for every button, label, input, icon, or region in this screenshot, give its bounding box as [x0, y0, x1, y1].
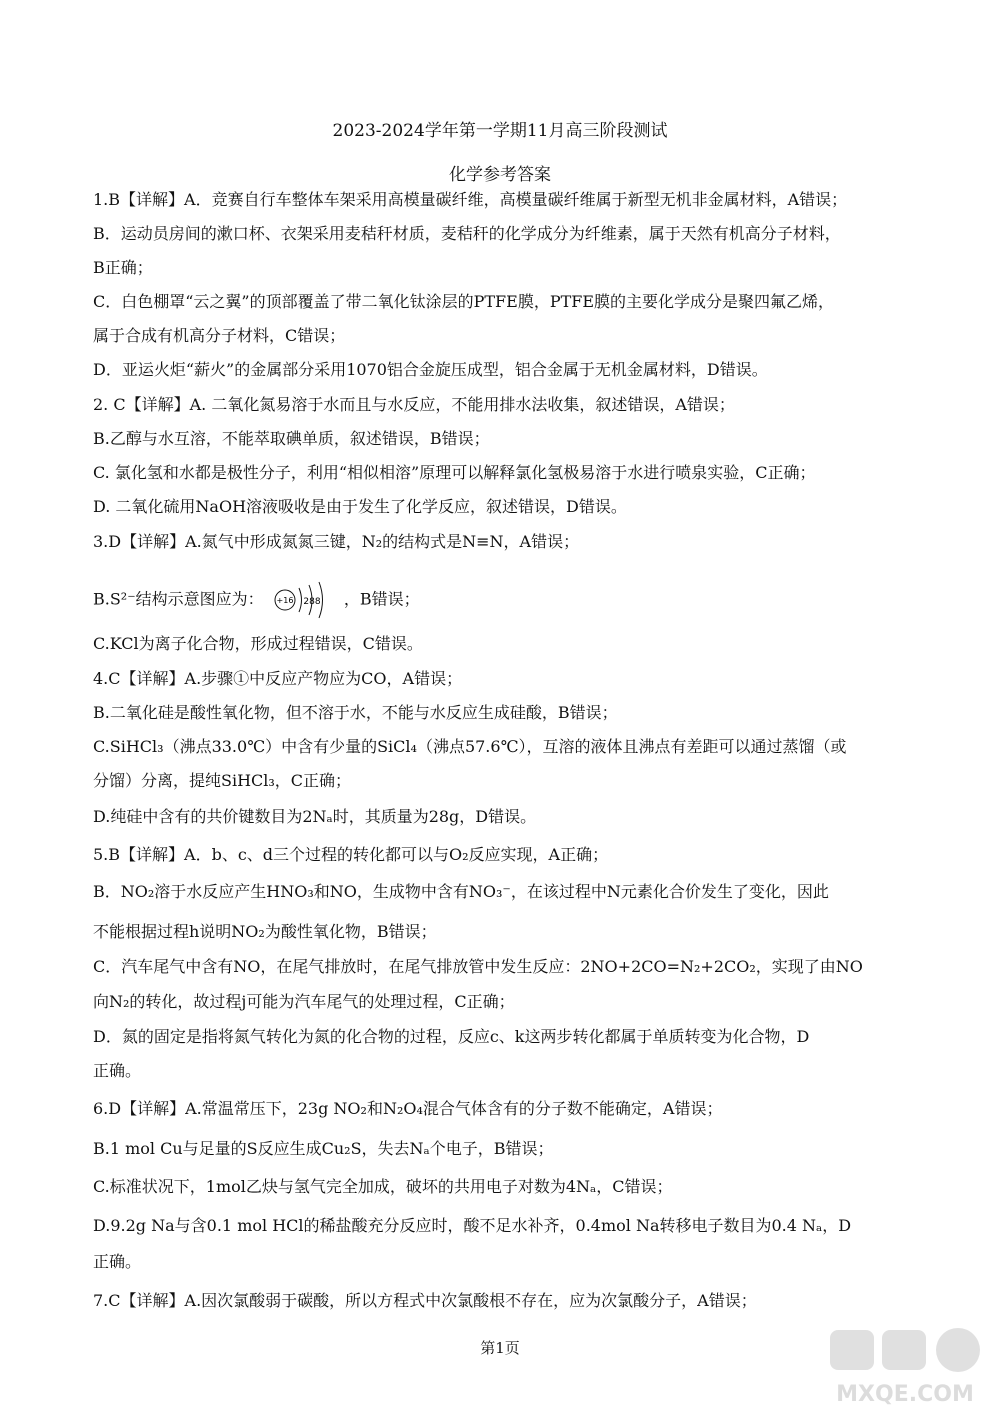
document-title: 2023-2024学年第一学期11月高三阶段测试: [332, 121, 668, 141]
answer-line: 2. C【详解】A. 二氧化氮易溶于水而且与水反应，不能用排水法收集，叙述错误，A错误；: [93, 395, 735, 414]
answer-line: 3.D【详解】A.氮气中形成氮氮三键，N₂的结构式是N≡N，A错误；: [93, 532, 580, 551]
answer-line: C.SiHCl₃（沸点33.0℃）中含有少量的SiCl₄（沸点57.6℃），互溶的液体且沸点有差距可以通过蒸馏（或: [93, 737, 847, 756]
answer-line: 分馏）分离，提纯SiHCl₃，C正确；: [93, 771, 352, 790]
answer-line: D．氮的固定是指将氮气转化为氮的化合物的过程，反应c、k这两步转化都属于单质转变为化合物，D: [93, 1027, 810, 1046]
nucleus-charge: +16: [276, 596, 294, 605]
answer-line: D. 二氧化硫用NaOH溶液吸收是由于发生了化学反应，叙述错误，D错误。: [93, 497, 627, 516]
answer-line: B．NO₂溶于水反应产生HNO₃和NO，生成物中含有NO₃⁻，在该过程中N元素化合价发生了变化，因此: [93, 882, 829, 901]
answer-line: 正确。: [93, 1061, 142, 1080]
watermark: [820, 1322, 990, 1407]
answer-line: 向N₂的转化，故过程j可能为汽车尾气的处理过程，C正确；: [93, 992, 515, 1011]
answer-line: 6.D【详解】A.常温常压下，23g NO₂和N₂O₄混合气体含有的分子数不能确定，A错误；: [93, 1099, 723, 1118]
page-number: 第1页: [480, 1339, 520, 1357]
answer-line: D．亚运火炬“薪火”的金属部分采用1070铝合金旋压成型，铝合金属于无机金属材料，D错误。: [93, 360, 768, 379]
shell-electrons: 288: [303, 597, 321, 607]
answer-line: 1.B【详解】A．竞赛自行车整体车架采用高模量碳纤维，高模量碳纤维属于新型无机非金属材料，A错误；: [93, 190, 848, 209]
answer-line: 4.C【详解】A.步骤①中反应产物应为CO，A错误；: [93, 669, 463, 688]
answer-line: C.标准状况下，1mol乙炔与氢气完全加成，破坏的共用电子对数为4Nₐ，C错误；: [93, 1177, 673, 1196]
answer-line: C.KCl为离子化合物，形成过程错误，C错误。: [93, 634, 423, 653]
watermark-logo-icon: [820, 1322, 990, 1382]
document-subtitle: 化学参考答案: [449, 165, 551, 185]
answer-line: D.纯硅中含有的共价键数目为2Nₐ时，其质量为28g，D错误。: [93, 807, 537, 826]
answer-text: B.S²⁻结构示意图应为：: [93, 589, 264, 609]
answer-line: C．汽车尾气中含有NO，在尾气排放时，在尾气排放管中发生反应：2NO+2CO=N₂+2CO₂，实现了由NO: [93, 957, 863, 976]
answer-line: 不能根据过程h说明NO₂为酸性氧化物，B错误；: [93, 922, 437, 941]
answer-line: 7.C【详解】A.因次氯酸弱于碳酸，所以方程式中次氯酸根不存在，应为次氯酸分子，A错误；: [93, 1291, 757, 1310]
answer-line: B.二氧化硅是酸性氧化物，但不溶于水，不能与水反应生成硅酸，B错误；: [93, 703, 618, 722]
answer-text: ，B错误；: [343, 589, 420, 609]
answer-line: B.乙醇与水互溶，不能萃取碘单质，叙述错误，B错误；: [93, 429, 490, 448]
answer-line: C. 氯化氢和水都是极性分子，利用“相似相溶”原理可以解释氯化氢极易溶于水进行喷泉实验，C正确；: [93, 463, 816, 482]
answer-line: B．运动员房间的漱口杯、衣架采用麦秸秆材质，麦秸秆的化学成分为纤维素，属于天然有机高分子材料，: [93, 224, 841, 243]
answer-line: C．白色棚罩“云之翼”的顶部覆盖了带二氧化钛涂层的PTFE膜，PTFE膜的主要化学成分是聚四氟乙烯，: [93, 292, 835, 311]
sulfide-ion-structure-diagram: [271, 580, 337, 620]
answer-line: 5.B【详解】A．b、c、d三个过程的转化都可以与O₂反应实现，A正确；: [93, 845, 609, 864]
answer-line-with-diagram: [93, 580, 923, 620]
watermark-text: MXQE.COM: [836, 1382, 974, 1407]
answer-line: D.9.2g Na与含0.1 mol HCl的稀盐酸充分反应时，酸不足水补齐，0.4mol Na转移电子数目为0.4 Nₐ，D: [93, 1216, 852, 1235]
answer-line: B正确；: [93, 258, 153, 277]
answer-line: 属于合成有机高分子材料，C错误；: [93, 326, 346, 345]
answer-line: 正确。: [93, 1252, 142, 1271]
answer-line: B.1 mol Cu与足量的S反应生成Cu₂S，失去Nₐ个电子，B错误；: [93, 1139, 554, 1158]
